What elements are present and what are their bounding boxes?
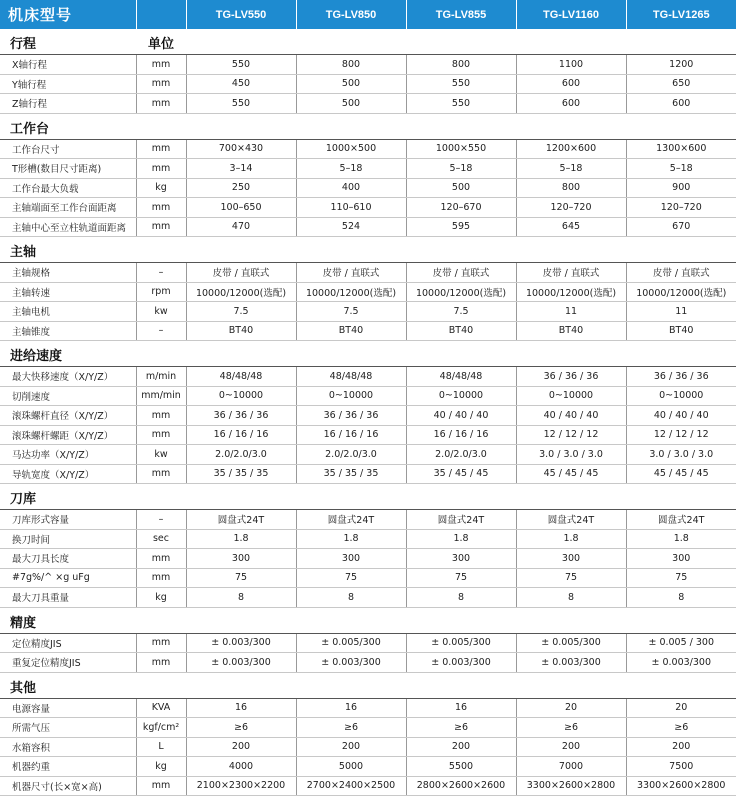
- value-cell: 20: [626, 698, 736, 718]
- unit-column-header: [136, 113, 186, 139]
- value-cell: 75: [516, 568, 626, 588]
- value-cell: 3.0 / 3.0 / 3.0: [626, 445, 736, 465]
- param-name: 主轴中心至立柱轨道面距离: [0, 217, 136, 237]
- value-cell: 500: [296, 94, 406, 114]
- value-cell: 595: [406, 217, 516, 237]
- table-row: [0, 55, 736, 75]
- param-unit: kg: [136, 588, 186, 608]
- param-unit: kg: [136, 178, 186, 198]
- value-cell: 2800×2600×2600: [406, 776, 516, 796]
- param-unit: m/min: [136, 367, 186, 387]
- value-cell: 2700×2400×2500: [296, 776, 406, 796]
- value-cell: ≥6: [186, 718, 296, 738]
- param-unit: mm: [136, 217, 186, 237]
- value-cell: 0~10000: [406, 386, 516, 406]
- table-row: [0, 139, 736, 159]
- value-cell: 4000: [186, 757, 296, 777]
- table-row: [0, 510, 736, 530]
- model-header: TG-LV1265: [626, 0, 736, 29]
- value-cell: 16 / 16 / 16: [186, 425, 296, 445]
- section-title: 其他: [0, 672, 136, 698]
- value-cell: 36 / 36 / 36: [296, 406, 406, 426]
- param-unit: mm: [136, 159, 186, 179]
- value-cell: 800: [516, 178, 626, 198]
- value-cell: 48/48/48: [406, 367, 516, 387]
- value-cell: 12 / 12 / 12: [516, 425, 626, 445]
- param-name: #7g%/^ ×g uFg: [0, 568, 136, 588]
- param-name: 重复定位精度JIS: [0, 653, 136, 673]
- section-filler: [186, 484, 736, 510]
- model-header: TG-LV850: [296, 0, 406, 29]
- value-cell: 10000/12000(选配): [516, 282, 626, 302]
- value-cell: ± 0.003/300: [406, 653, 516, 673]
- section-filler: [186, 237, 736, 263]
- value-cell: ≥6: [516, 718, 626, 738]
- value-cell: 5000: [296, 757, 406, 777]
- section-title: 进给速度: [0, 341, 136, 367]
- value-cell: 300: [516, 549, 626, 569]
- param-unit: rpm: [136, 282, 186, 302]
- value-cell: 700×430: [186, 139, 296, 159]
- table-row: [0, 718, 736, 738]
- value-cell: 2.0/2.0/3.0: [406, 445, 516, 465]
- table-row: [0, 282, 736, 302]
- value-cell: 800: [296, 55, 406, 75]
- section-title: 工作台: [0, 113, 136, 139]
- value-cell: 7500: [626, 757, 736, 777]
- table-row: [0, 549, 736, 569]
- value-cell: 300: [186, 549, 296, 569]
- value-cell: 120–720: [626, 198, 736, 218]
- value-cell: 550: [186, 94, 296, 114]
- param-name: 电源容量: [0, 698, 136, 718]
- param-unit: mm: [136, 549, 186, 569]
- param-unit: kg: [136, 757, 186, 777]
- table-row: [0, 217, 736, 237]
- table-row: [0, 653, 736, 673]
- table-row: [0, 178, 736, 198]
- value-cell: 20: [516, 698, 626, 718]
- value-cell: 35 / 35 / 35: [186, 464, 296, 484]
- value-cell: 100–650: [186, 198, 296, 218]
- param-unit: mm: [136, 633, 186, 653]
- section-filler: [186, 607, 736, 633]
- param-name: Y轴行程: [0, 74, 136, 94]
- table-row: [0, 406, 736, 426]
- value-cell: ≥6: [626, 718, 736, 738]
- section-filler: [186, 672, 736, 698]
- value-cell: 7000: [516, 757, 626, 777]
- table-row: [0, 633, 736, 653]
- value-cell: 550: [406, 94, 516, 114]
- value-cell: 5–18: [406, 159, 516, 179]
- value-cell: ± 0.003/300: [186, 633, 296, 653]
- table-row: [0, 159, 736, 179]
- value-cell: 10000/12000(选配): [186, 282, 296, 302]
- param-name: 主轴锥度: [0, 321, 136, 341]
- value-cell: 皮带 / 直联式: [516, 263, 626, 283]
- value-cell: 1000×550: [406, 139, 516, 159]
- value-cell: 1.8: [406, 529, 516, 549]
- value-cell: 550: [186, 55, 296, 75]
- param-unit: mm: [136, 74, 186, 94]
- table-row: [0, 568, 736, 588]
- value-cell: 10000/12000(选配): [296, 282, 406, 302]
- param-unit: mm: [136, 406, 186, 426]
- unit-column-header: [136, 237, 186, 263]
- value-cell: 450: [186, 74, 296, 94]
- table-row: [0, 302, 736, 322]
- value-cell: 5–18: [626, 159, 736, 179]
- param-name: 主轴电机: [0, 302, 136, 322]
- value-cell: ± 0.003/300: [186, 653, 296, 673]
- param-name: 切削速度: [0, 386, 136, 406]
- value-cell: 1.8: [186, 529, 296, 549]
- model-header: TG-LV550: [186, 0, 296, 29]
- unit-column-header: 单位: [136, 29, 186, 55]
- header-row: [0, 0, 736, 29]
- value-cell: 1200: [626, 55, 736, 75]
- section-header: [0, 484, 736, 510]
- value-cell: 0~10000: [516, 386, 626, 406]
- value-cell: ± 0.005/300: [406, 633, 516, 653]
- section-filler: [186, 341, 736, 367]
- value-cell: 5500: [406, 757, 516, 777]
- table-title: 机床型号: [0, 0, 136, 29]
- table-row: [0, 464, 736, 484]
- value-cell: BT40: [516, 321, 626, 341]
- value-cell: 35 / 35 / 35: [296, 464, 406, 484]
- value-cell: 2.0/2.0/3.0: [296, 445, 406, 465]
- section-header: [0, 607, 736, 633]
- value-cell: ± 0.003/300: [626, 653, 736, 673]
- section-header: [0, 237, 736, 263]
- value-cell: 7.5: [296, 302, 406, 322]
- value-cell: 3.0 / 3.0 / 3.0: [516, 445, 626, 465]
- param-name: X轴行程: [0, 55, 136, 75]
- value-cell: 300: [406, 549, 516, 569]
- table-row: [0, 757, 736, 777]
- param-unit: mm: [136, 198, 186, 218]
- value-cell: ± 0.005/300: [516, 633, 626, 653]
- value-cell: 1.8: [626, 529, 736, 549]
- value-cell: 75: [296, 568, 406, 588]
- param-unit: mm: [136, 568, 186, 588]
- table-row: [0, 445, 736, 465]
- value-cell: 3–14: [186, 159, 296, 179]
- value-cell: 5–18: [296, 159, 406, 179]
- value-cell: ± 0.005/300: [296, 633, 406, 653]
- value-cell: 3300×2600×2800: [516, 776, 626, 796]
- value-cell: 400: [296, 178, 406, 198]
- value-cell: 圆盘式24T: [186, 510, 296, 530]
- table-row: [0, 367, 736, 387]
- value-cell: BT40: [406, 321, 516, 341]
- value-cell: 48/48/48: [296, 367, 406, 387]
- value-cell: ≥6: [406, 718, 516, 738]
- value-cell: BT40: [626, 321, 736, 341]
- value-cell: 圆盘式24T: [406, 510, 516, 530]
- value-cell: 11: [516, 302, 626, 322]
- value-cell: 16 / 16 / 16: [296, 425, 406, 445]
- param-name: Z轴行程: [0, 94, 136, 114]
- unit-column-header: [136, 672, 186, 698]
- section-header: [0, 113, 736, 139]
- table-row: [0, 263, 736, 283]
- value-cell: 7.5: [406, 302, 516, 322]
- param-name: 机器尺寸(长×宽×高): [0, 776, 136, 796]
- unit-column-header: [136, 341, 186, 367]
- value-cell: 200: [406, 737, 516, 757]
- value-cell: 900: [626, 178, 736, 198]
- value-cell: 45 / 45 / 45: [516, 464, 626, 484]
- param-name: 机器约重: [0, 757, 136, 777]
- param-unit: –: [136, 263, 186, 283]
- value-cell: 16: [406, 698, 516, 718]
- param-name: 最大刀具长度: [0, 549, 136, 569]
- value-cell: BT40: [186, 321, 296, 341]
- value-cell: 1200×600: [516, 139, 626, 159]
- value-cell: 36 / 36 / 36: [626, 367, 736, 387]
- value-cell: 10000/12000(选配): [626, 282, 736, 302]
- table-row: [0, 74, 736, 94]
- value-cell: 1.8: [296, 529, 406, 549]
- section-title: 刀库: [0, 484, 136, 510]
- spec-body: [0, 29, 736, 796]
- value-cell: 800: [406, 55, 516, 75]
- table-row: [0, 588, 736, 608]
- value-cell: 5–18: [516, 159, 626, 179]
- param-name: 主轴转速: [0, 282, 136, 302]
- value-cell: 1000×500: [296, 139, 406, 159]
- value-cell: 75: [186, 568, 296, 588]
- value-cell: 8: [186, 588, 296, 608]
- param-name: 水箱容积: [0, 737, 136, 757]
- param-name: 换刀时间: [0, 529, 136, 549]
- table-row: [0, 698, 736, 718]
- param-unit: L: [136, 737, 186, 757]
- value-cell: 40 / 40 / 40: [626, 406, 736, 426]
- value-cell: 600: [626, 94, 736, 114]
- param-unit: mm: [136, 776, 186, 796]
- param-name: 最大刀具重量: [0, 588, 136, 608]
- value-cell: ≥6: [296, 718, 406, 738]
- value-cell: ± 0.005 / 300: [626, 633, 736, 653]
- table-row: [0, 198, 736, 218]
- param-name: 定位精度JIS: [0, 633, 136, 653]
- param-unit: –: [136, 321, 186, 341]
- param-unit: kw: [136, 445, 186, 465]
- value-cell: 650: [626, 74, 736, 94]
- table-row: [0, 737, 736, 757]
- value-cell: 1.8: [516, 529, 626, 549]
- param-unit: mm: [136, 464, 186, 484]
- value-cell: 200: [186, 737, 296, 757]
- value-cell: 8: [296, 588, 406, 608]
- section-title: 主轴: [0, 237, 136, 263]
- value-cell: 16: [186, 698, 296, 718]
- value-cell: 645: [516, 217, 626, 237]
- section-title: 行程: [0, 29, 136, 55]
- value-cell: 11: [626, 302, 736, 322]
- value-cell: 36 / 36 / 36: [186, 406, 296, 426]
- value-cell: 524: [296, 217, 406, 237]
- table-row: [0, 776, 736, 796]
- param-unit: kw: [136, 302, 186, 322]
- value-cell: 200: [626, 737, 736, 757]
- value-cell: 110–610: [296, 198, 406, 218]
- value-cell: 皮带 / 直联式: [186, 263, 296, 283]
- param-name: 所需气压: [0, 718, 136, 738]
- param-unit: kgf/cm²: [136, 718, 186, 738]
- value-cell: 600: [516, 94, 626, 114]
- param-name: 滚珠螺杆直径（X/Y/Z）: [0, 406, 136, 426]
- value-cell: BT40: [296, 321, 406, 341]
- value-cell: ± 0.003/300: [516, 653, 626, 673]
- value-cell: 10000/12000(选配): [406, 282, 516, 302]
- value-cell: 200: [516, 737, 626, 757]
- param-unit: mm/min: [136, 386, 186, 406]
- param-unit: KVA: [136, 698, 186, 718]
- section-header: [0, 341, 736, 367]
- param-name: 刀库形式容量: [0, 510, 136, 530]
- value-cell: 2100×2300×2200: [186, 776, 296, 796]
- param-unit: mm: [136, 139, 186, 159]
- value-cell: 1100: [516, 55, 626, 75]
- table-row: [0, 529, 736, 549]
- param-unit: sec: [136, 529, 186, 549]
- value-cell: 75: [626, 568, 736, 588]
- value-cell: 120–670: [406, 198, 516, 218]
- param-name: 工作台尺寸: [0, 139, 136, 159]
- value-cell: 600: [516, 74, 626, 94]
- value-cell: 0~10000: [186, 386, 296, 406]
- section-header: [0, 672, 736, 698]
- model-header: TG-LV1160: [516, 0, 626, 29]
- param-unit: mm: [136, 653, 186, 673]
- value-cell: 皮带 / 直联式: [626, 263, 736, 283]
- value-cell: 16: [296, 698, 406, 718]
- value-cell: 250: [186, 178, 296, 198]
- param-name: 马达功率（X/Y/Z）: [0, 445, 136, 465]
- section-title: 精度: [0, 607, 136, 633]
- value-cell: 8: [626, 588, 736, 608]
- value-cell: 0~10000: [626, 386, 736, 406]
- header-spacer: [136, 0, 186, 29]
- param-name: T形槽(数目尺寸距离): [0, 159, 136, 179]
- value-cell: 48/48/48: [186, 367, 296, 387]
- table-row: [0, 386, 736, 406]
- unit-column-header: [136, 484, 186, 510]
- value-cell: 皮带 / 直联式: [406, 263, 516, 283]
- value-cell: 200: [296, 737, 406, 757]
- value-cell: 670: [626, 217, 736, 237]
- param-name: 工作台最大负载: [0, 178, 136, 198]
- value-cell: 40 / 40 / 40: [406, 406, 516, 426]
- unit-column-header: [136, 607, 186, 633]
- param-name: 最大快移速度（X/Y/Z）: [0, 367, 136, 387]
- value-cell: 500: [406, 178, 516, 198]
- model-header: TG-LV855: [406, 0, 516, 29]
- value-cell: 0~10000: [296, 386, 406, 406]
- param-unit: mm: [136, 55, 186, 75]
- value-cell: 550: [406, 74, 516, 94]
- value-cell: 2.0/2.0/3.0: [186, 445, 296, 465]
- value-cell: 75: [406, 568, 516, 588]
- value-cell: 7.5: [186, 302, 296, 322]
- param-unit: mm: [136, 425, 186, 445]
- param-name: 导轨宽度（X/Y/Z）: [0, 464, 136, 484]
- table-row: [0, 94, 736, 114]
- param-name: 主轴端面至工作台面距离: [0, 198, 136, 218]
- param-unit: –: [136, 510, 186, 530]
- value-cell: 皮带 / 直联式: [296, 263, 406, 283]
- table-row: [0, 425, 736, 445]
- section-filler: [186, 29, 736, 55]
- value-cell: 120–720: [516, 198, 626, 218]
- value-cell: 圆盘式24T: [626, 510, 736, 530]
- value-cell: 12 / 12 / 12: [626, 425, 736, 445]
- value-cell: 470: [186, 217, 296, 237]
- section-filler: [186, 113, 736, 139]
- value-cell: 8: [406, 588, 516, 608]
- value-cell: 300: [296, 549, 406, 569]
- section-header: [0, 29, 736, 55]
- value-cell: ± 0.003/300: [296, 653, 406, 673]
- value-cell: 3300×2600×2800: [626, 776, 736, 796]
- value-cell: 圆盘式24T: [516, 510, 626, 530]
- param-unit: mm: [136, 94, 186, 114]
- value-cell: 300: [626, 549, 736, 569]
- value-cell: 40 / 40 / 40: [516, 406, 626, 426]
- value-cell: 45 / 45 / 45: [626, 464, 736, 484]
- value-cell: 16 / 16 / 16: [406, 425, 516, 445]
- param-name: 主轴规格: [0, 263, 136, 283]
- value-cell: 8: [516, 588, 626, 608]
- value-cell: 36 / 36 / 36: [516, 367, 626, 387]
- value-cell: 圆盘式24T: [296, 510, 406, 530]
- param-name: 滚珠螺杆螺距（X/Y/Z）: [0, 425, 136, 445]
- value-cell: 500: [296, 74, 406, 94]
- value-cell: 1300×600: [626, 139, 736, 159]
- value-cell: 35 / 45 / 45: [406, 464, 516, 484]
- table-row: [0, 321, 736, 341]
